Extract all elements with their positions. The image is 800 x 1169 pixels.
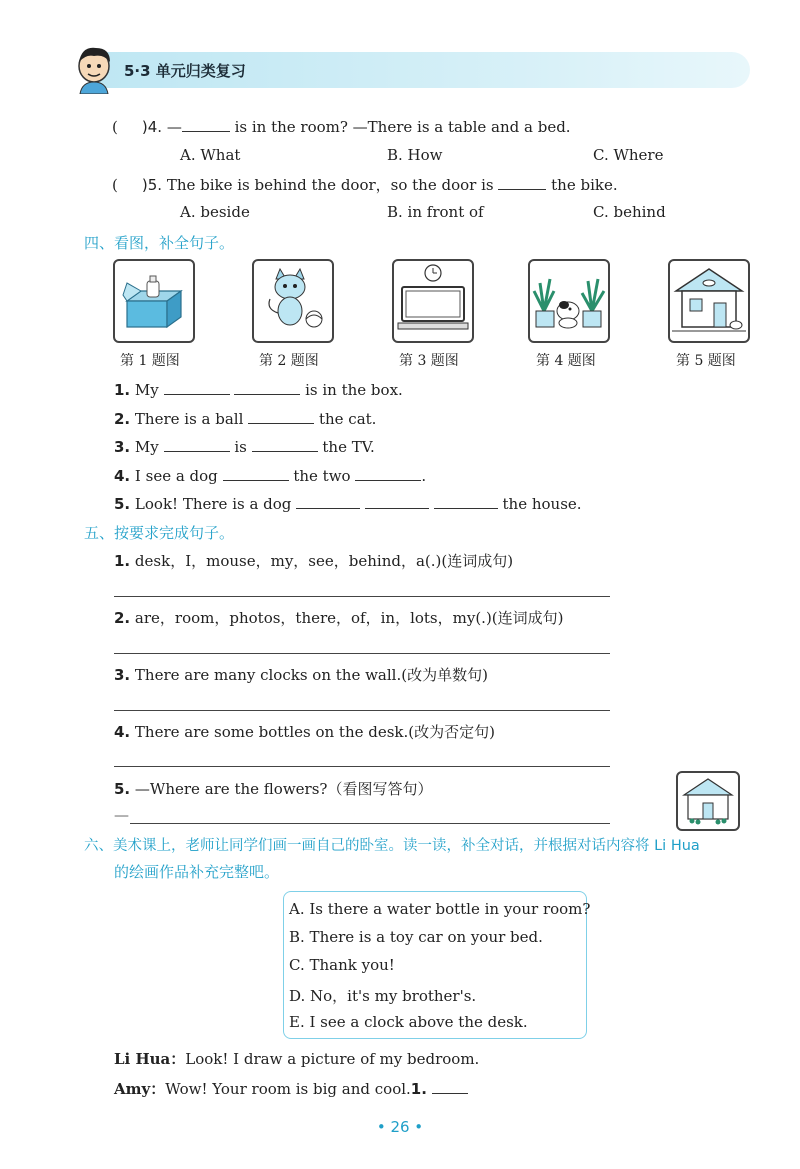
part5-item-5: 5. —Where are the flowers?（看图写答句） [114, 780, 433, 798]
answer-blank[interactable] [223, 466, 289, 481]
answer-blank[interactable] [296, 494, 360, 509]
question-5: ( )5. The bike is behind the door，so the door is the bike. [112, 176, 618, 194]
answer-line[interactable] [114, 653, 610, 654]
section-4-title: 四、看图，补全句子。 [84, 234, 235, 252]
answer-line[interactable] [114, 766, 610, 767]
option-c: C. Thank you! [289, 956, 395, 974]
answer-blank[interactable] [365, 494, 429, 509]
q4-option-b: B. How [387, 146, 443, 164]
header-title: 5·3 单元归类复习 [124, 62, 246, 80]
answer-blank[interactable] [234, 380, 300, 395]
answer-line[interactable] [114, 710, 610, 711]
mascot-icon [72, 44, 116, 94]
answer-blank[interactable] [182, 117, 230, 132]
flowers-picture [676, 771, 740, 831]
picture-4 [528, 259, 610, 343]
caption-5: 第 5 题图 [676, 353, 736, 369]
part5-item-3: 3. There are many clocks on the wall.(改为单数句) [114, 666, 488, 684]
caption-1: 第 1 题图 [120, 353, 180, 369]
page-number: • 26 • [376, 1118, 424, 1136]
part4-item-4: 4. I see a dog the two . [114, 467, 427, 485]
picture-1 [113, 259, 195, 343]
option-b: B. There is a toy car on your bed. [289, 928, 543, 946]
answer-dash: — [114, 806, 129, 824]
option-d: D. No，it's my brother's. [289, 987, 477, 1005]
answer-blank[interactable] [164, 380, 230, 395]
dialog-line-1: Li Hua：Look! I draw a picture of my bedroom. [114, 1050, 480, 1068]
caption-2: 第 2 题图 [259, 353, 319, 369]
part4-item-3: 3. My is the TV. [114, 438, 375, 456]
dialog-line-2: Amy：Wow! Your room is big and cool.1. [114, 1078, 468, 1099]
section-6-title-line1: 六、美术课上，老师让同学们画一画自己的卧室。读一读，补全对话，并根据对话内容将 Li Hua [84, 838, 700, 854]
section-5-title: 五、按要求完成句子。 [84, 524, 235, 542]
q4-option-a: A. What [180, 146, 241, 164]
q5-option-b: B. in front of [387, 203, 484, 221]
answer-line[interactable] [130, 823, 610, 824]
picture-2 [252, 259, 334, 343]
part4-item-5: 5. Look! There is a dog the house. [114, 495, 582, 513]
question-4: ( )4. — is in the room? —There is a table and a bed. [112, 118, 571, 136]
part4-item-2: 2. There is a ball the cat. [114, 410, 377, 428]
option-e: E. I see a clock above the desk. [289, 1013, 528, 1031]
part5-item-1: 1. desk，I，mouse，my，see，behind，a(.)(连词成句) [114, 552, 514, 570]
section-6-title-line2: 的绘画作品补充完整吧。 [114, 863, 280, 881]
caption-4: 第 4 题图 [536, 353, 596, 369]
answer-blank[interactable] [355, 466, 421, 481]
q5-option-a: A. beside [180, 203, 250, 221]
answer-blank[interactable] [498, 175, 546, 190]
part5-item-2: 2. are，room，photos，there，of，in，lots，my(.)(连词成句) [114, 609, 564, 627]
q5-option-c: C. behind [593, 203, 666, 221]
caption-3: 第 3 题图 [399, 353, 459, 369]
answer-blank[interactable] [248, 409, 314, 424]
option-a: A. Is there a water bottle in your room? [289, 900, 591, 918]
q4-option-c: C. Where [593, 146, 664, 164]
picture-3 [392, 259, 474, 343]
answer-line[interactable] [114, 596, 610, 597]
part5-item-4: 4. There are some bottles on the desk.(改为否定句) [114, 723, 495, 741]
answer-blank[interactable] [432, 1079, 468, 1094]
answer-blank[interactable] [164, 437, 230, 452]
picture-5 [668, 259, 750, 343]
answer-blank[interactable] [252, 437, 318, 452]
part4-item-1: 1. My is in the box. [114, 381, 403, 399]
answer-blank[interactable] [434, 494, 498, 509]
